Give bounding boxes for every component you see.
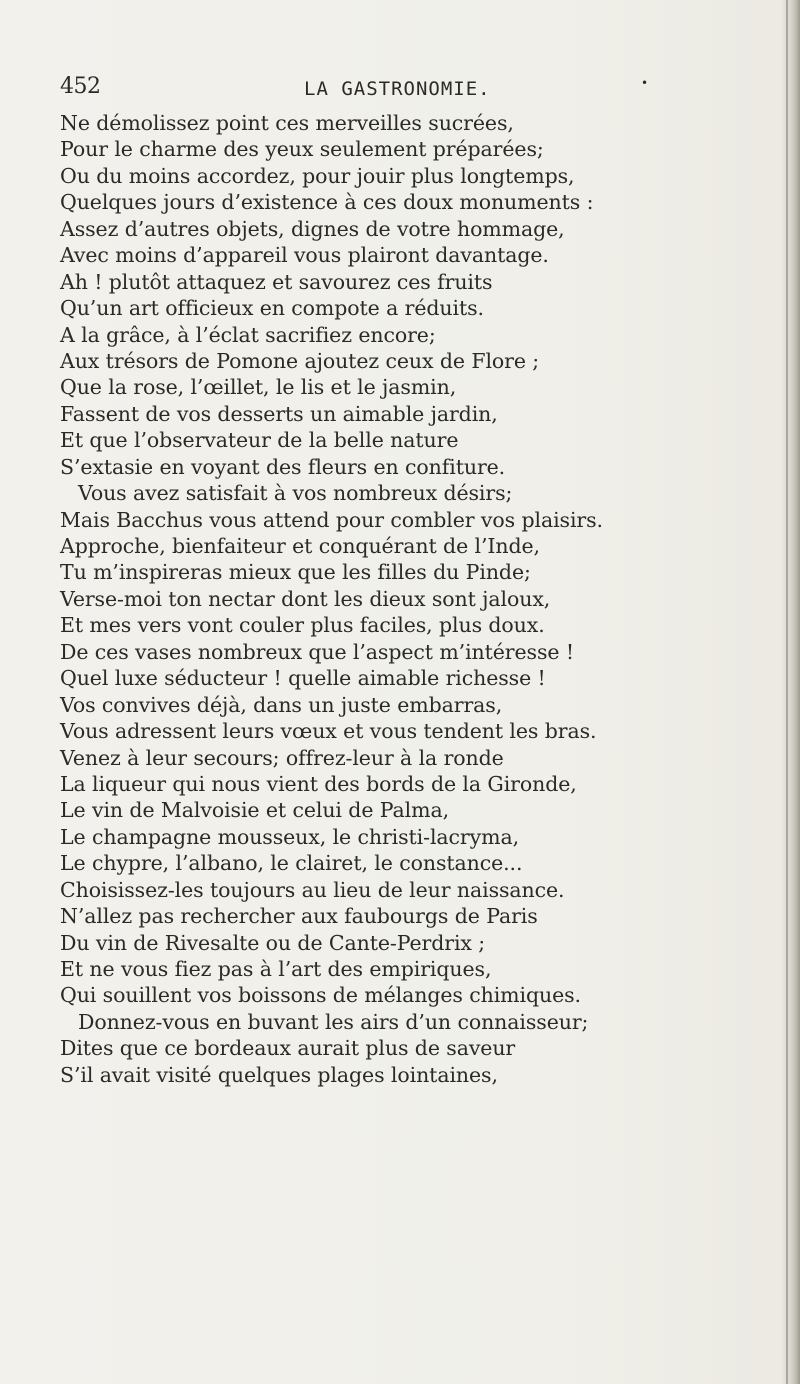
header-dot: • — [641, 76, 649, 90]
poem-line: La liqueur qui nous vient des bords de la Gironde, — [60, 771, 577, 796]
page-number: 452 — [60, 74, 101, 99]
poem-line: Et ne vous fiez pas à l’art des empiriques, — [60, 957, 492, 981]
poem-line: S’il avait visité quelques plages lointaines, — [60, 1062, 498, 1087]
poem-line: Verse-moi ton nectar dont les dieux sont jaloux, — [60, 586, 551, 611]
poem-line: Le vin de Malvoisie et celui de Palma, — [60, 798, 449, 823]
poem-line: Vous adressent leurs vœux et vous tendent les bras. — [60, 719, 597, 744]
poem-line: Pour le charme des yeux seulement préparées; — [60, 137, 544, 162]
poem-line: Et que l’observateur de la belle nature — [60, 428, 459, 453]
poem-line: Et mes vers vont couler plus faciles, plus doux. — [60, 613, 545, 638]
poem-line: Mais Bacchus vous attend pour combler vos plaisirs. — [60, 507, 603, 532]
poem-line: Qu’un art officieux en compote a réduits. — [60, 296, 484, 321]
poem-line: Dites que ce bordeaux aurait plus de saveur — [60, 1036, 516, 1061]
poem-line: Que la rose, l’œillet, le lis et le jasmin, — [60, 375, 457, 400]
poem-line: Ah ! plutôt attaquez et savourez ces fruits — [60, 269, 493, 294]
page-edge-line — [786, 0, 788, 1384]
poem-line: N’allez pas rechercher aux faubourgs de Paris — [60, 904, 538, 929]
poem-line: S’extasie en voyant des fleurs en confiture. — [60, 454, 506, 479]
poem-line: A la grâce, à l’éclat sacrifiez encore; — [60, 322, 436, 347]
page-header — [60, 74, 700, 106]
poem-line: Le champagne mousseux, le christi-lacryma, — [60, 824, 519, 849]
poem-line: Aux trésors de Pomone ajoutez ceux de Flore ; — [60, 348, 540, 373]
poem-line: Donnez-vous en buvant les airs d’un connaisseur; — [78, 1009, 589, 1034]
poem-line: Avec moins d’appareil vous plairont davantage. — [60, 243, 549, 268]
page-edge-shadow — [782, 0, 800, 1384]
poem-line: Vos convives déjà, dans un juste embarras, — [60, 692, 503, 717]
poem-line: De ces vases nombreux que l’aspect m’intéresse ! — [60, 639, 574, 664]
poem-text — [60, 110, 790, 1088]
poem-line: Tu m’inspireras mieux que les filles du Pinde; — [60, 560, 531, 585]
poem-line: Approche, bienfaiteur et conquérant de l’Inde, — [60, 534, 540, 558]
poem-line: Quel luxe séducteur ! quelle aimable richesse ! — [60, 666, 546, 691]
poem-line: Ou du moins accordez, pour jouir plus longtemps, — [60, 163, 575, 188]
poem-line: Assez d’autres objets, dignes de votre hommage, — [60, 216, 565, 241]
poem-line: Fassent de vos desserts un aimable jardin, — [60, 401, 498, 426]
poem-line: Qui souillent vos boissons de mélanges chimiques. — [60, 983, 581, 1008]
poem-line: Le chypre, l’albano, le clairet, le constance... — [60, 851, 523, 876]
poem-line: Ne démolissez point ces merveilles sucrées, — [60, 111, 514, 135]
poem-line: Choisissez-les toujours au lieu de leur naissance. — [60, 877, 565, 902]
poem-line: Quelques jours d’existence à ces doux monuments : — [60, 190, 594, 215]
poem-line: Venez à leur secours; offrez-leur à la ronde — [60, 745, 504, 770]
poem-line: Du vin de Rivesalte ou de Cante-Perdrix ; — [60, 930, 486, 955]
poem-line: Vous avez satisfait à vos nombreux désirs; — [78, 481, 513, 506]
running-title: LA GASTRONOMIE. — [304, 78, 491, 100]
